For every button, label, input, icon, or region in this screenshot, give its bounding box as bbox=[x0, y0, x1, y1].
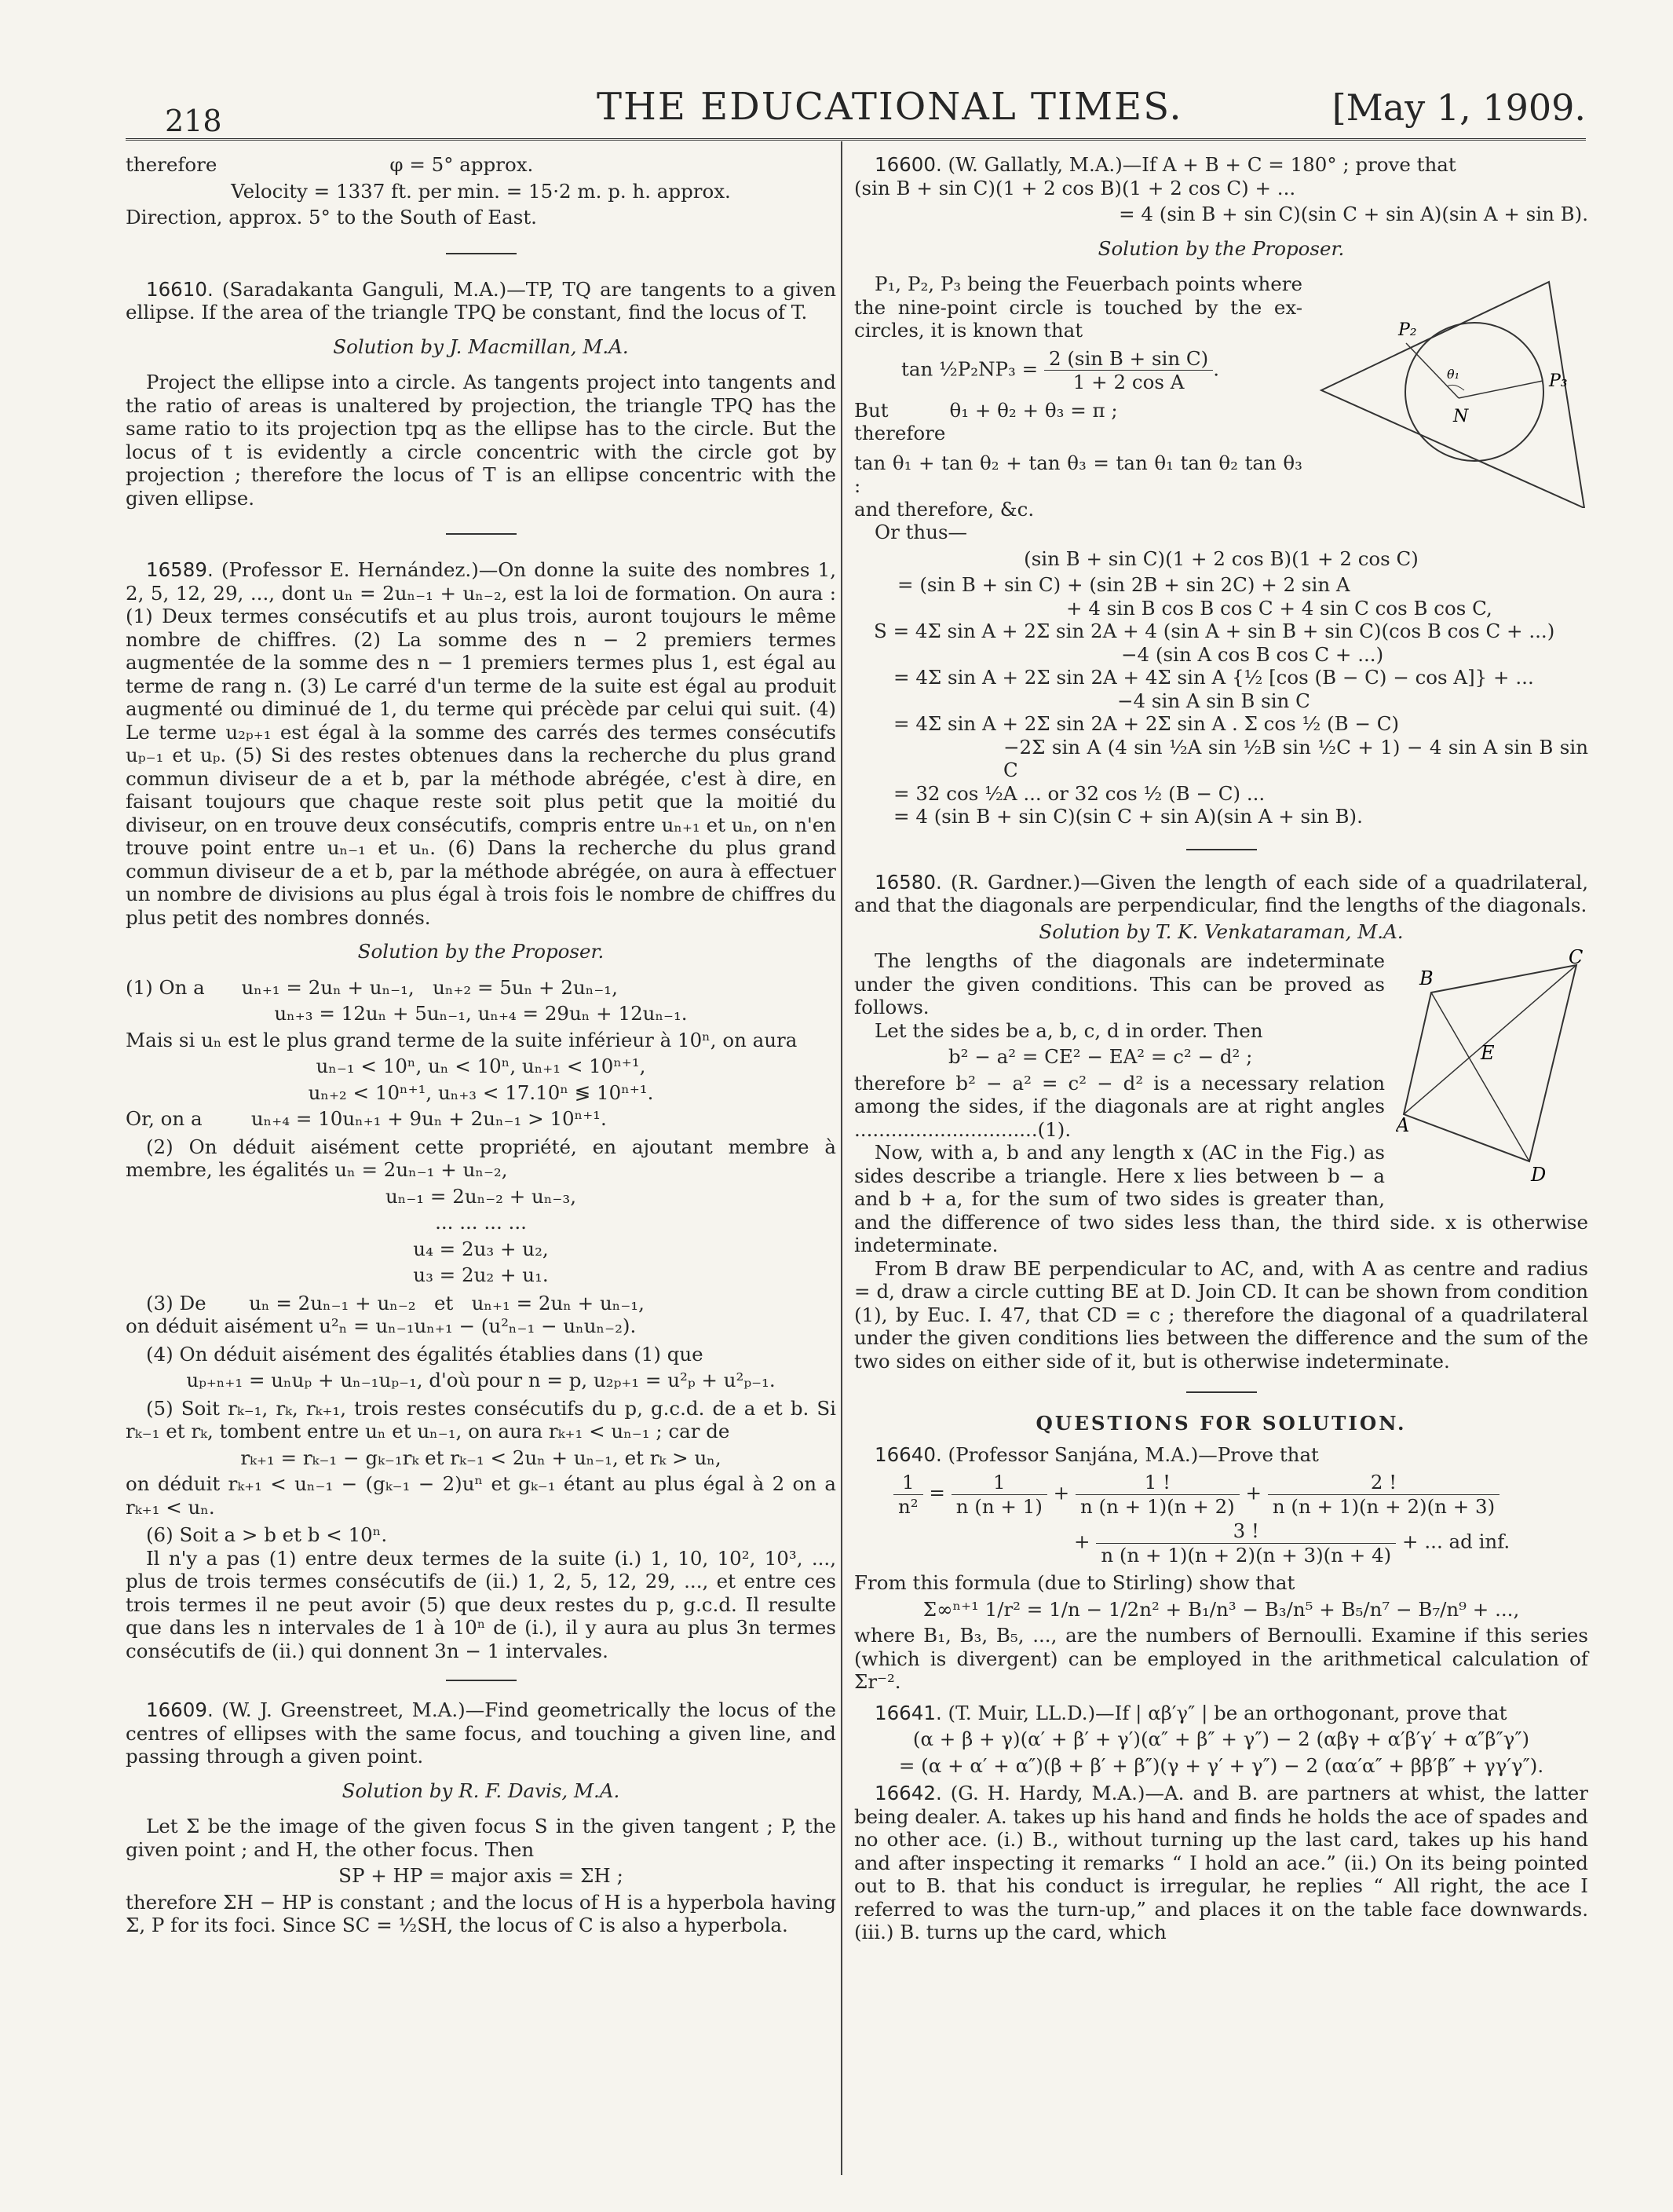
solution-heading-16610: Solution by J. Macmillan, M.A. bbox=[333, 335, 629, 358]
solution-heading-16580: Solution by T. K. Venkataraman, M.A. bbox=[1039, 920, 1404, 943]
text-line: and therefore, &c. bbox=[854, 497, 1035, 521]
text-line: From B draw BE perpendicular to AC, and, with A as centre and radius = d, draw a circle cutting BE at D. Join CD. It can be shown from condition (1), by Euc. I. 47, that CD = c ; therefore the diagonal of a quadrilateral under the given conditions lies between the difference and the sum of the two sides on either side of it, but is otherwise indeterminate. bbox=[854, 1256, 1588, 1373]
solution-heading-16589: Solution by the Proposer. bbox=[357, 940, 605, 963]
solution-heading-16600: Solution by the Proposer. bbox=[1098, 236, 1345, 260]
eq-line: uₙ₊₃ = 12uₙ + 5uₙ₋₁, uₙ₊₄ = 29uₙ + 12uₙ₋₁. bbox=[274, 1002, 688, 1025]
divider bbox=[446, 533, 517, 535]
text-line: therefore b² − a² = c² − d² is a necessary relation among the sides, if the diagonals are at right angles ..............................(1). bbox=[854, 1071, 1385, 1141]
eq-line: + 4 sin B cos B cos C + 4 sin C cos B cos C, bbox=[1066, 596, 1492, 620]
eq-line: −4 (sin A cos B cos C + ...) bbox=[1121, 642, 1384, 666]
stirling-formula: $\frac{1}{\text{n²}}$ = $\frac{1}{n (n + 1)}$ + $\frac{1 !}{n (n + 1)(n + 2)}$ + $\frac{2 !}{n (n + 1)(n + 2)(n + 3)}$ bbox=[893, 1471, 1588, 1518]
text-line: therefore bbox=[854, 422, 946, 444]
eq-line: = 4 (sin B + sin C)(sin C + sin A)(sin A + sin B). bbox=[893, 805, 1363, 828]
text-line: Or thus— bbox=[875, 521, 968, 543]
fig-label-p3: P₃ bbox=[1549, 371, 1568, 391]
eq-line: (1) On a uₙ₊₁ = 2uₙ + uₙ₋₁, uₙ₊₂ = 5uₙ + 2uₙ₋₁, bbox=[126, 975, 618, 999]
eq-line: = 32 cos ½A ... or 32 cos ½ (B − C) ... bbox=[893, 781, 1266, 805]
eq-line: −2Σ sin A (4 sin ½A sin ½B sin ½C + 1) − 4 sin A sin B sin C bbox=[1003, 735, 1588, 781]
eq-line: (α + β + γ)(α′ + β′ + γ′)(α″ + β″ + γ″) − 2 (αβγ + α′β′γ′ + α″β″γ″) bbox=[912, 1728, 1530, 1750]
column-divider bbox=[841, 141, 842, 2175]
eq-line: = (sin B + sin C) + (sin 2B + sin 2C) + 2 sin A bbox=[897, 573, 1350, 596]
fig-label-p2: P₂ bbox=[1398, 320, 1417, 340]
question-16642: 16642. (G. H. Hardy, M.A.)—A. and B. are partners at whist, the latter being dealer. A. takes up his hand and finds he holds the ace of spades and no other ace. (i.) B., without turning up the last card, takes up his hand and after inspecting it remarks “ I hold an ace.” (ii.) On its being pointed out to B. that his conduct is irregular, he replies “ All right, the ace I referred to was the turn-up,” and places it on the table face downwards. (iii.) B. turns up the card, which bbox=[854, 1782, 1588, 1943]
eq-line: Σ∞ⁿ⁺¹ 1/r² = 1/n − 1/2n² + B₁/n³ − B₃/n⁵ + B₅/n⁷ − B₇/n⁹ + ..., bbox=[922, 1597, 1520, 1621]
problem-16610: 16610. (Saradakanta Ganguli, M.A.)—TP, TQ are tangents to a given ellipse. If the area of the triangle TPQ be constant, find the locus of T. bbox=[126, 277, 836, 324]
problem-16609: 16609. (W. J. Greenstreet, M.A.)—Find geometrically the locus of the centres of ellipses with the same focus, and touching a given line, and passing through a given point. bbox=[126, 1698, 836, 1768]
eq-line: uₙ₋₁ = 2uₙ₋₂ + uₙ₋₃, bbox=[385, 1184, 576, 1208]
solution-heading-16609: Solution by R. F. Davis, M.A. bbox=[342, 1779, 620, 1802]
header-rule bbox=[126, 138, 1586, 144]
continuation-therefore: therefore φ = 5° approx. bbox=[126, 153, 534, 176]
eq-line: SP + HP = major axis = ΣH ; bbox=[338, 1864, 623, 1887]
eq-line: uₙ₊₂ < 10ⁿ⁺¹, uₙ₊₃ < 17.10ⁿ ≶ 10ⁿ⁺¹. bbox=[308, 1080, 654, 1104]
continuation-velocity: Velocity = 1337 ft. per min. = 15·2 m. p. h. approx. bbox=[231, 179, 731, 203]
eq-line: = 4Σ sin A + 2Σ sin 2A + 2Σ sin A . Σ cos ½ (B − C) bbox=[893, 712, 1400, 735]
text-line: (6) Soit a > b et b < 10ⁿ. bbox=[146, 1523, 388, 1546]
eq-line: −4 sin A sin B sin C bbox=[1117, 689, 1310, 712]
question-16641: 16641. (T. Muir, LL.D.)—If | αβ′γ″ | be an orthogonant, prove that bbox=[875, 1701, 1507, 1724]
text-line: Now, with a, b and any length x (AC in the Fig.) as sides describe a triangle. Here x lies between b − a and b + a, for the sum of two sides is greater than, and the difference of two sides less than, the third side. x is otherwise indeterminate. bbox=[854, 1141, 1588, 1256]
solution-16610-text: Project the ellipse into a circle. As tangents project into tangents and the ratio of areas is unaltered by projection, the triangle TPQ has the same ratio to its projection tpq as the ellipse has to the circle. But the locus of t is evidently a circle concentric with the circle got by projection ; therefore the locus of T is an ellipse concentric with the given ellipse. bbox=[126, 371, 836, 510]
solution-16580-text: The lengths of the diagonals are indeterminate under the given conditions. This can be proved as follows. bbox=[854, 949, 1385, 1018]
eq-line: u₄ = 2u₃ + u₂, bbox=[413, 1237, 549, 1260]
eq-line: = 4 (sin B + sin C)(sin C + sin A)(sin A + sin B). bbox=[1119, 203, 1588, 225]
problem-16600: 16600. (W. Gallatly, M.A.)—If A + B + C = 180° ; prove that bbox=[875, 153, 1456, 176]
questions-heading: QUESTIONS FOR SOLUTION. bbox=[1036, 1412, 1407, 1435]
divider bbox=[1186, 849, 1257, 850]
text-line: Il n'y a pas (1) entre deux termes de la suite (i.) 1, 10, 10², 10³, ..., plus de trois termes consécutifs de (ii.) 1, 2, 5, 12, 29, ..., et entre ces trois termes il ne peut avoir (5) que deux restes du p, g.c.d. Il resulte que dans les n intervales de 1 à 10ⁿ de (i.), il y aura au plus 3n termes consécutifs de (ii.) qui donnent 3n − 1 intervales. bbox=[126, 1546, 836, 1662]
text-line: (4) On déduit aisément des égalités établies dans (1) que bbox=[146, 1342, 703, 1366]
journal-title: THE EDUCATIONAL TIMES. bbox=[597, 85, 1183, 129]
fig-label-n: N bbox=[1453, 407, 1469, 426]
fig-label-b: B bbox=[1419, 967, 1434, 989]
text-line: on déduit rₖ₊₁ < uₙ₋₁ − (gₖ₋₁ − 2)uⁿ et gₖ₋₁ étant au plus égal à 2 on a rₖ₊₁ < uₙ. bbox=[126, 1472, 836, 1519]
solution-16609-text1: Let Σ be the image of the given focus S in the given tangent ; P, the given point ; and H, the other focus. Then bbox=[126, 1815, 836, 1861]
solution-16609-text2: therefore ΣH − HP is constant ; and the locus of H is a hyperbola having Σ, P for its foci. Since SC = ½SH, the locus of C is also a hyperbola. bbox=[126, 1890, 836, 1936]
text-line: But θ₁ + θ₂ + θ₃ = π ; bbox=[854, 398, 1118, 422]
eq-line: S = 4Σ sin A + 2Σ sin 2A + 4 (sin A + sin B + sin C)(cos B cos C + ...) bbox=[874, 620, 1555, 642]
eq-line: uₚ₊ₙ₊₁ = uₙuₚ + uₙ₋₁uₚ₋₁, d'où pour n = p, u₂ₚ₊₁ = u²ₚ + u²ₚ₋₁. bbox=[186, 1369, 776, 1391]
eq-line: b² − a² = CE² − EA² = c² − d² ; bbox=[948, 1045, 1253, 1068]
eq-line: (3) De uₙ = 2uₙ₋₁ + uₙ₋₂ et uₙ₊₁ = 2uₙ + uₙ₋₁, bbox=[146, 1291, 645, 1314]
solution-16600-text: P₁, P₂, P₃ being the Feuerbach points where the nine-point circle is touched by the ex-circles, it is known that bbox=[854, 272, 1302, 342]
eq-line: u₃ = 2u₂ + u₁. bbox=[413, 1263, 549, 1286]
question-16640: 16640. (Professor Sanjána, M.A.)—Prove that bbox=[875, 1442, 1319, 1466]
divider bbox=[1186, 1391, 1257, 1393]
tan-formula: tan ½P₂NP₃ = $\frac{\text{2 (sin B + sin C)}}{\text{1 + 2 cos A}}$ . bbox=[901, 346, 1220, 393]
eq-line: (sin B + sin C)(1 + 2 cos B)(1 + 2 cos C) + ... bbox=[854, 176, 1296, 199]
divider bbox=[446, 1680, 517, 1681]
stirling-formula-cont: + $\frac{3 !}{n (n + 1)(n + 2)(n + 3)(n + 4)}$ + ... ad inf. bbox=[1074, 1519, 1510, 1567]
problem-16580: 16580. (R. Gardner.)—Given the length of each side of a quadrilateral, and that the diagonals are perpendicular, find the lengths of the diagonals. bbox=[854, 870, 1588, 916]
text-line: Let the sides be a, b, c, d in order. Then bbox=[875, 1018, 1263, 1042]
page-number: 218 bbox=[165, 104, 222, 138]
text-line: (2) On déduit aisément cette propriété, en ajoutant membre à membre, les égalités uₙ = 2uₙ₋₁ + uₙ₋₂, bbox=[126, 1135, 836, 1181]
page-header bbox=[157, 79, 1594, 138]
eq-line: tan θ₁ + tan θ₂ + tan θ₃ = tan θ₁ tan θ₂ tan θ₃ : bbox=[854, 451, 1302, 497]
eq-line: ... ... ... ... bbox=[435, 1211, 527, 1234]
eq-line: rₖ₊₁ = rₖ₋₁ − gₖ₋₁rₖ et rₖ₋₁ < 2uₙ + uₙ₋₁, et rₖ > uₙ, bbox=[240, 1446, 721, 1469]
fig-label-theta: θ₁ bbox=[1447, 367, 1460, 382]
right-column bbox=[854, 153, 1588, 1944]
left-column bbox=[126, 153, 836, 1937]
text-line: where B₁, B₃, B₅, ..., are the numbers of Bernoulli. Examine if this series (which is divergent) can be employed in the arithmetical calculation of Σr⁻². bbox=[854, 1624, 1588, 1693]
text-line: From this formula (due to Stirling) show that bbox=[854, 1571, 1295, 1594]
eq-line: = (α + α′ + α″)(β + β′ + β″)(γ + γ′ + γ″) − 2 (αα′α″ + ββ′β″ + γγ′γ″). bbox=[898, 1753, 1544, 1777]
fig-label-c: C bbox=[1569, 949, 1584, 968]
quadrilateral-figure bbox=[1396, 949, 1588, 1185]
feuerbach-figure bbox=[1313, 272, 1588, 508]
continuation-direction: Direction, approx. 5° to the South of East. bbox=[126, 206, 537, 229]
eq-line: Or, on a uₙ₊₄ = 10uₙ₊₁ + 9uₙ + 2uₙ₋₁ > 10ⁿ⁺¹. bbox=[126, 1107, 607, 1130]
issue-date: [May 1, 1909. bbox=[1331, 86, 1586, 129]
problem-16589: 16589. (Professor E. Hernández.)—On donne la suite des nombres 1, 2, 5, 12, 29, ..., dont uₙ = 2uₙ₋₁ + uₙ₋₂, est la loi de formation. On aura : (1) Deux termes consécutifs et au plus trois, auront toujours le même nombre de chiffres. (2) La somme des n − 2 premiers termes augmentée de la somme des n − 1 premiers termes plus 1, est égal au terme de rang n. (3) Le carré d'un terme de la suite est égal au produit augmenté ou diminué de 1, du terme qui précède par celui qui suit. (4) Le terme u₂ₚ₊₁ est égal à la somme des carrés des termes consécutifs uₚ₋₁ et uₚ. (5) Si des restes obtenues dans la recherche du plus grand commun diviseur de a et b, par la méthode abrégée, c'est à dire, en faisant toujours que chaque reste soit plus petit que la moitié du diviseur, on en trouve deux consécutifs, compris entre uₙ₊₁ et uₙ, on n'en trouve point entre uₙ₋₁ et uₙ. (6) Dans la recherche du plus grand commun diviseur de a et b, par la méthode abrégée, on aura à effectuer un nombre de divisions au plus égal à trois fois le nombre de chiffres du plus petit des nombres donnés. bbox=[126, 558, 836, 929]
text-line: on déduit aisément u²ₙ = uₙ₋₁uₙ₊₁ − (u²ₙ₋₁ − uₙuₙ₋₂). bbox=[126, 1314, 637, 1337]
text-line: Mais si uₙ est le plus grand terme de la suite inférieur à 10ⁿ, on aura bbox=[126, 1028, 798, 1051]
fig-label-a: A bbox=[1396, 1114, 1410, 1136]
eq-line: = 4Σ sin A + 2Σ sin 2A + 4Σ sin A {½ [cos (B − C) − cos A]} + ... bbox=[893, 666, 1534, 689]
eq-line: (sin B + sin C)(1 + 2 cos B)(1 + 2 cos C) bbox=[1024, 547, 1419, 570]
divider bbox=[446, 253, 517, 254]
fig-label-d: D bbox=[1531, 1164, 1547, 1185]
fig-label-e: E bbox=[1481, 1042, 1495, 1064]
text-line: (5) Soit rₖ₋₁, rₖ, rₖ₊₁, trois restes consécutifs du p, g.c.d. de a et b. Si rₖ₋₁ et rₖ, tombent entre uₙ et uₙ₋₁, on aura rₖ₊₁ < uₙ₋₁ ; car de bbox=[126, 1396, 836, 1442]
eq-line: uₙ₋₁ < 10ⁿ, uₙ < 10ⁿ, uₙ₊₁ < 10ⁿ⁺¹, bbox=[316, 1055, 646, 1077]
